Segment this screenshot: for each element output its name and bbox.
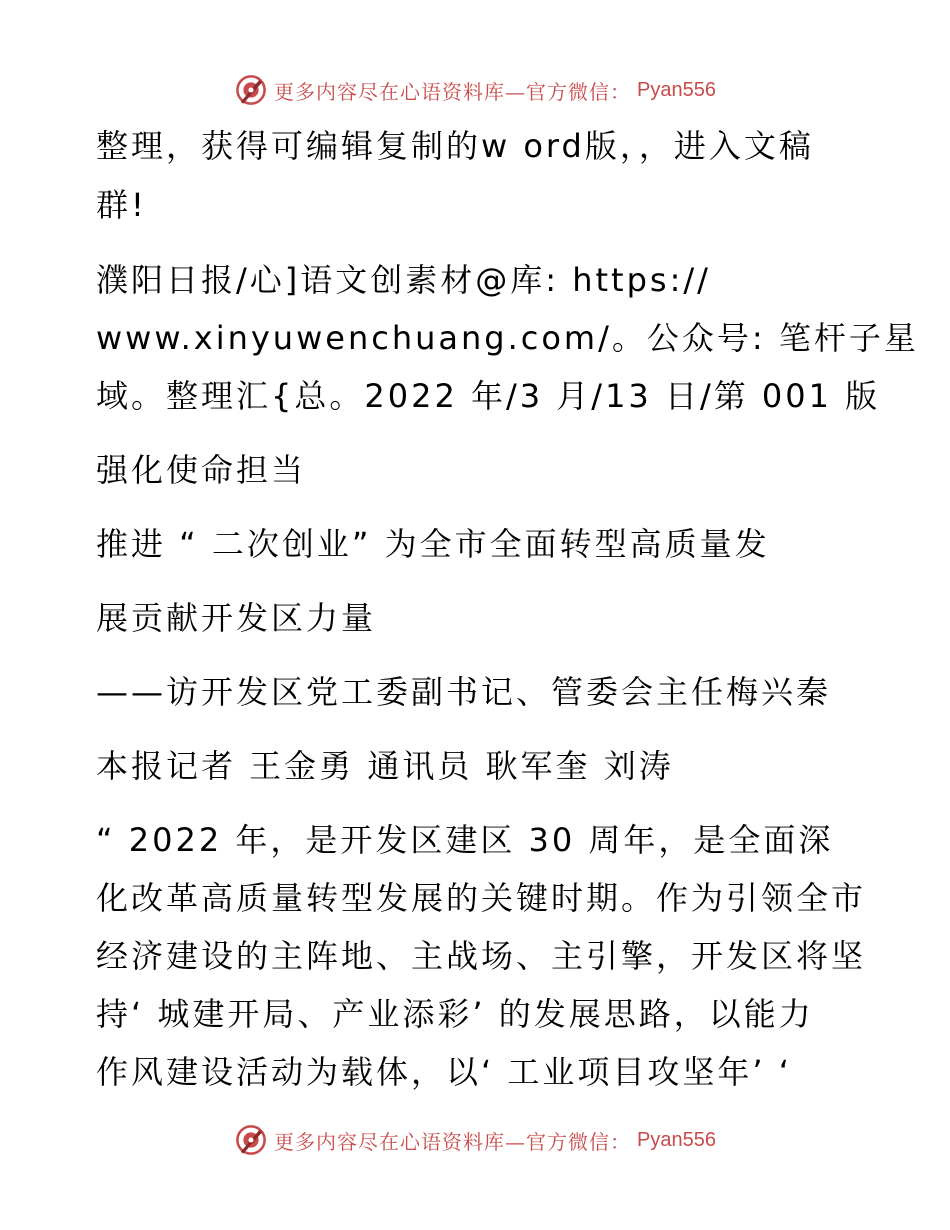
body-line-3: 经济建设的主阵地、主战场、主引擎，开发区将坚 (96, 937, 867, 975)
watermark-group (234, 1123, 716, 1157)
header-watermark (0, 70, 950, 110)
body-line-4: 持‘ 城建开局、产业添彩’ 的发展思路，以能力 (96, 995, 814, 1033)
text-line-2: 群! (96, 186, 147, 224)
quill-seal-icon (234, 73, 268, 107)
text-line-4: www.xinyuwenchuang.com/。公众号: 笔杆子星 (96, 319, 919, 357)
text-line-5: 域。整理汇{总。2022 年/3 月/13 日/第 001 版 (96, 377, 881, 415)
quill-seal-icon (234, 1123, 268, 1157)
watermark-wechat-id: Pyan556 (637, 78, 716, 101)
body-line-1: “ 2022 年，是开发区建区 30 周年，是全面深 (96, 821, 834, 859)
byline: 本报记者 王金勇 通讯员 耿军奎 刘涛 (96, 747, 674, 785)
headline-line-3: 展贡献开发区力量 (96, 599, 377, 637)
headline-line-1: 强化使命担当 (96, 451, 307, 489)
subheadline: ——访开发区党工委副书记、管委会主任梅兴秦 (96, 673, 832, 711)
footer-watermark (0, 1120, 950, 1160)
headline-line-2: 推进 “ 二次创业” 为全市全面转型高质量发 (96, 525, 770, 563)
watermark-group (234, 73, 716, 107)
text-line-3: 濮阳日报/心]语文创素材@库: https:// (96, 261, 711, 299)
body-line-2: 化改革高质量转型发展的关键时期。作为引领全市 (96, 879, 867, 917)
text-line-1: 整理，获得可编辑复制的w ord版，，进入文稿 (96, 127, 814, 165)
watermark-text: 更多内容尽在心语资料库—官方微信： (274, 1129, 632, 1154)
body-line-5: 作风建设活动为载体，以‘ 工业项目攻坚年’ ‘ (96, 1053, 792, 1091)
watermark-text: 更多内容尽在心语资料库—官方微信： (274, 79, 632, 104)
watermark-wechat-id: Pyan556 (637, 1128, 716, 1151)
